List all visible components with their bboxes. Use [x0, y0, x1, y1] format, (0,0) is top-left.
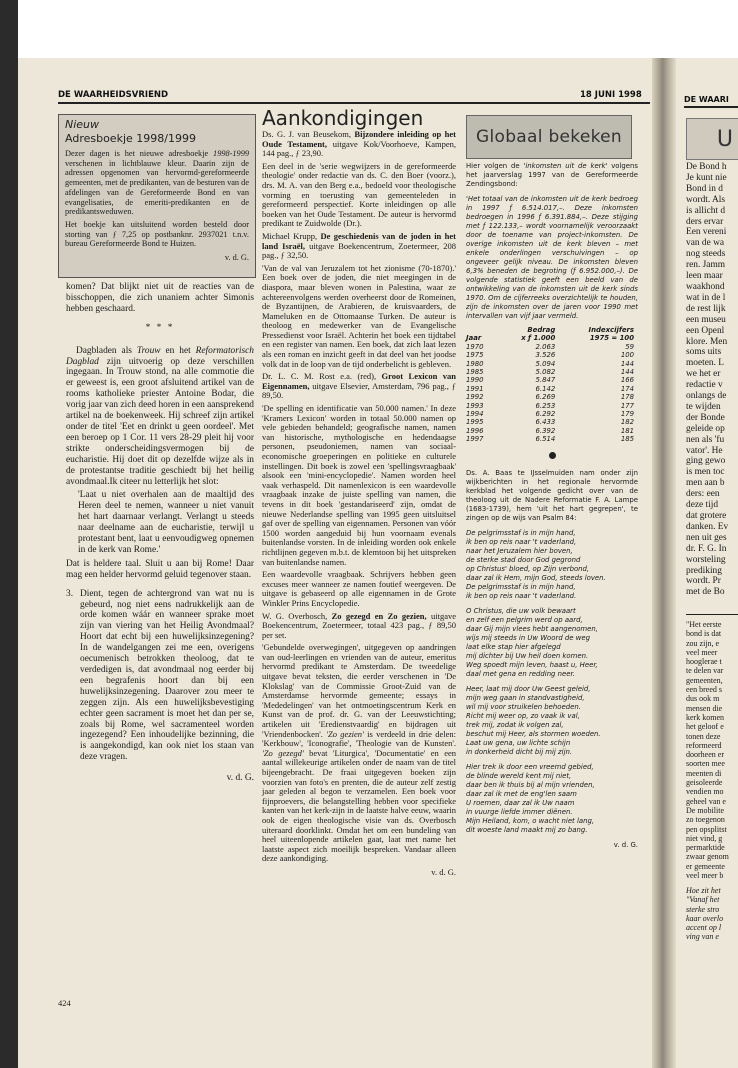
income-table [466, 326, 634, 444]
poem-line: daal met gena en redding neer. [466, 669, 575, 678]
next-page-line: waakhond [686, 281, 725, 292]
box-body [65, 149, 249, 263]
next-page-line: het geloof e [686, 722, 724, 732]
row-amount: 5.082 [535, 368, 556, 377]
poem-line: wijs mij steeds in Uw Woord de weg [466, 633, 590, 642]
next-page-title-letter: U [716, 126, 733, 152]
row-year: 1997 [466, 435, 484, 444]
poem-line: daar zal ik met de eng'len saam [466, 789, 577, 798]
next-page-line: de rest lijk [686, 303, 726, 314]
header-year: Jaar [466, 334, 482, 343]
announcement-4-publisher: uitgave Boekencentrum, Zoetermeer, totaal 423 pag., ƒ 89,50 per set. [262, 610, 456, 640]
next-page-line: is men toc [686, 467, 725, 478]
next-page-rule [686, 614, 738, 615]
poem-line: mijn weg gaan in standvastigheid, [466, 693, 585, 702]
row-amount: 5.094 [535, 359, 556, 368]
next-page-line: meenten di [686, 768, 722, 778]
left-p1-rd: Reformatorisch Dagblad [66, 345, 254, 367]
globaal-intro [466, 162, 638, 189]
poem-line: De pelgrimsstaf is in mijn hand, [466, 528, 576, 537]
row-index: 185 [620, 435, 634, 444]
bullet-separator [549, 452, 556, 459]
next-page-line: ren. Jamm [686, 260, 726, 271]
poem-line: Hier trek ik door een vreemd gebied, [466, 762, 594, 771]
next-page-line: we het er [686, 369, 721, 380]
aankondigingen-signature: v. d. G. [431, 866, 456, 877]
publication-name: DE WAARHEIDSVRIEND [58, 90, 169, 100]
next-page-line: wordt. Als [686, 194, 726, 205]
announcement-2-body: 'Van de val van Jeruzalem tot het zionisme (70-1870).' Een boek over de joden, die niet meegingen in de diaspora, maar bleven wonen in Palestina, waar ze achtereenvolgens werden overheerst door de Romeinen, de Byzantijnen, de Arabieren, de kruisvaarders, de Mameluken en de Ottomaanse Turken. De auteur is theoloog en medewerker van de Evangelische Pressedienst voor Israël. Achterin het boek een tijdtabel en een register van namen. Een boek, dat zich laat lezen als een roman en inzicht geeft in dat deel van het joodse volk dat in de loop van de tijd onderbelicht is gebleven. [262, 262, 456, 369]
poem-stanza [466, 607, 638, 679]
next-page-line: geisoleerde [686, 778, 723, 788]
next-page-line: te delen var [686, 666, 724, 676]
next-page-line: er gemeente [686, 861, 725, 871]
poem-line: beschut mij Heer, als stormen woeden. [466, 729, 601, 738]
next-page-line: dus ook m [686, 694, 720, 704]
announcement-1 [262, 130, 456, 159]
poem-line: Heer, laat mij door Uw Geest geleid, [466, 684, 591, 693]
row-index: 100 [620, 351, 634, 360]
row-index: 174 [620, 384, 634, 393]
header-rule [58, 102, 650, 104]
announcement-3 [262, 372, 456, 401]
globaal-bekeken-column [466, 162, 638, 850]
next-page-line: niet vind, g [686, 833, 723, 843]
left-intro: komen? Dat blijkt niet uit de reacties van de bisschoppen, die zich unaniem achter Simonis hebben geschaard. [66, 282, 254, 314]
announcement-4-body-b: is verdeeld in drie delen: 'Kerkbouw', 'Iconografie', 'Theologie van de Kunsten'. [262, 728, 456, 749]
next-page-line: doorheen er [686, 750, 724, 760]
box-title: Adresboekje 1998/1999 [65, 132, 196, 145]
row-year: 1991 [466, 384, 484, 393]
next-page-line: wordt. Pr [686, 576, 721, 587]
row-amount: 5.847 [535, 376, 556, 385]
box-body-order: Het boekje kan uitsluitend worden besteld door storting van ƒ 7,25 op postbanknr. 2937021 t.n.v. bureau Gereformeerde Bond te Huizen. [65, 219, 249, 249]
announcement-3-title: Groot Lexicon van Eigennamen, [262, 371, 457, 391]
income-table-row [466, 435, 634, 443]
announcement-2 [262, 232, 456, 261]
poem-stanza [466, 529, 638, 601]
announcement-3-body-2: Een waardevolle vraagbaak. Schrijvers hebben geen excuses meer wanneer ze namen foutief weergeven. De uitgave is gebaseerd op alle eigennamen in de Grote Winkler Prins Encyclopedie. [262, 569, 456, 608]
next-page-line: redactie v [686, 380, 723, 391]
announcement-1-publisher: uitgave Kok/Voorhoeve, Kampen, 144 pag., ƒ 23,90. [262, 138, 457, 159]
next-page-line: mensen die [686, 703, 723, 713]
next-page-line: moeten. L [686, 358, 725, 369]
box-body-rest: verschenen in lichtblauwe kleur. Daarin zijn de adressen opgenomen van hervormd-gereformeerde gemeenten, met de predikanten, van de besturen van de afdelingen van de Gereformeerde Bond en van evangelisaties, de emeriti-predikanten en de predikantsweduwen. [65, 158, 249, 217]
left-paragraph-2: Dat is heldere taal. Sluit u aan bij Rome! Daar mag een helder hervormd geluid tegenover staan. [66, 558, 254, 580]
next-page-line: vator'. He [686, 445, 723, 456]
next-page-line: Een vereni [686, 227, 727, 238]
next-page-line: men aan b [686, 478, 725, 489]
announcement-4-title: Zo gezegd en Zo gezien, [331, 610, 427, 621]
row-index: 166 [620, 376, 634, 385]
next-page-line: een breed s [686, 685, 722, 695]
aankondigingen-column [262, 130, 456, 878]
poem-line: Laat uw gena, uw lichte schijn [466, 738, 571, 747]
income-table-row [466, 385, 634, 393]
announcement-4-zogezien: 'Zo gezien' [326, 728, 364, 739]
poem-line: U roemen, daar zal ik Uw naam [466, 798, 575, 807]
poem-line: op Christus' bloed, op Zijn verbond, [466, 564, 590, 573]
next-page-line: dr. F. G. In [686, 543, 727, 554]
left-signature: v. d. G. [226, 773, 254, 784]
next-page-line: te wijden [686, 401, 721, 412]
header-index [555, 326, 634, 343]
section-separator: * * * [145, 322, 175, 333]
row-amount: 6.142 [535, 384, 556, 393]
next-page-line: een museu [686, 314, 726, 325]
row-amount: 6.253 [535, 401, 556, 410]
row-amount: 6.514 [535, 435, 556, 444]
next-page-line: veel meer [686, 647, 718, 657]
announcement-2-publisher: uitgave Boekencentrum, Zoetermeer, 208 pag., ƒ 32,50. [262, 240, 456, 261]
next-page-line: geleide op [686, 423, 725, 434]
globaal-intro-a: Hier volgen de [466, 162, 524, 170]
income-table-row [466, 368, 634, 376]
next-page-line: nen uit ges [686, 532, 727, 543]
aankondigingen-title: Aankondigingen [262, 106, 424, 130]
income-table-header [466, 326, 634, 343]
header-amount-1: Bedrag [527, 326, 556, 334]
header-index-1: Indexcijfers [588, 326, 634, 334]
row-index: 144 [620, 359, 634, 368]
next-page-line: nen als 'fu [686, 434, 725, 445]
announcement-3-author: Dr. L. C. M. Rost e.a. (red), [262, 371, 382, 382]
poem-line: daar zal ik Hem, mijn God, steeds loven. [466, 573, 606, 582]
next-page-line: Hoe zit het [686, 886, 721, 895]
row-amount: 3.526 [535, 351, 556, 360]
income-table-row [466, 360, 634, 368]
income-table-row [466, 351, 634, 359]
next-page-line: dat grotere [686, 511, 727, 521]
left-p1-b: en het [160, 345, 196, 356]
left-p1-c: zijn uitvoerig op deze verschillen ingegaan. In Trouw stond, na alle commotie die er geweest is, een groot afsluitend artikel van de rooms katholieke priester Antoine Bodar, die vorig jaar van zich deed horen in een aansprekend artikel na de boekenweek. Hij schreef zijn artikel onder de titel 'Eet en drinkt u geen oordeel'. Met een beroep op 1 Cor. 11 vers 28-29 pleit hij voor strikte onderscheidingsvermogen bij de eucharistie. Hij doet dit op dezelfde wijze als in de protestantse traditie geschiedt bij het heilig avondmaal.Ik citeer nu letterlijk het slot: [66, 356, 254, 487]
row-index: 144 [620, 368, 634, 377]
income-table-row [466, 402, 634, 410]
next-page-header-rule [684, 106, 738, 108]
row-year: 1993 [466, 401, 484, 410]
lampe-poem [466, 529, 638, 835]
row-year: 1985 [466, 368, 484, 377]
announcement-4-body [262, 643, 456, 864]
globaal-bekeken-title-box [466, 115, 632, 159]
box-kicker: Nieuw [65, 118, 100, 131]
next-page-line: prediking [686, 565, 722, 576]
box-signature: v. d. G. [224, 253, 249, 263]
next-page-line: sterke stro [686, 904, 720, 914]
announcement-1-body: Een deel in de 'serie wegwijzers in de gereformeerde theologie' onder redactie van ds. C. den Boer (voorz.), drs. M. A. van den Berg e.a., bedoeld voor theologische vorming en toerusting van gemeenteleden in gereformeerd perspectief. Korte inleidingen op alle boeken van het Oude Testament. De auteur is hervormd predikant te Zuidwolde (Dr.). [262, 160, 456, 229]
next-page-line: "Het eerste [686, 620, 722, 629]
page-gutter [652, 58, 676, 1068]
left-paragraph-1 [66, 346, 254, 488]
poem-line: in vuurge liefde immer diënen. [466, 807, 573, 816]
next-page-quote-column [686, 620, 738, 882]
poem-line: ik ben op reis naar 't vaderland. [466, 591, 577, 600]
globaal-signature: v. d. G. [613, 840, 638, 849]
announcement-1-title: Bijzondere inleiding op het Oude Testament, [262, 129, 456, 149]
next-page-line: kaar overlo [686, 913, 724, 923]
left-column [66, 282, 254, 784]
row-index: 182 [620, 418, 634, 427]
globaal-intro-b: volgens het jaarverslag 1997 van de Gereformeerde Zendingsbond: [466, 162, 638, 188]
next-page-line: zo toegenon [686, 815, 725, 825]
next-page-line: geheel van e [686, 796, 726, 806]
poem-line: daar ben ik thuis bij al mijn vrienden, [466, 780, 595, 789]
globaal-intro-italic: 'inkomsten uit de kerk' [523, 162, 608, 170]
row-index: 179 [620, 410, 634, 419]
point-3-text: Dient, tegen de achtergrond van wat nu is gebeurd, nog niet eens nadrukkelijk aan de orde komen wáár en wanneer sprake moet zijn van viering van het Heilig Avondmaal? Hoort dat echt bij een huwelijksinzegening? In de wandelgangen zei me een, overigens oecumenisch betrokken theoloog, dat te verdedigen is, dat avondmaal nog eerder bij een begrafenis hoort dan bij een huwelijksinzegening. Daarover zou meer te zeggen zijn. Als een huwelijksbevestiging echter geen sacrament is moet het dan per se, zoals bij Rome, wel sacramenteel worden ingezegend? Een inhoudelijke bezinning, die is aangekondigd, kan ook niet los staan van deze vragen. [80, 588, 254, 763]
next-page-line: danken. Ev [686, 521, 729, 532]
row-amount: 6.392 [535, 426, 556, 435]
poem-line: wil mij voor struikelen behoeden. [466, 702, 581, 711]
row-index: 181 [620, 426, 634, 435]
row-amount: 2.063 [535, 342, 556, 351]
next-page-line: onlangs de [686, 391, 727, 402]
next-page-line: "Vanaf het [686, 895, 720, 905]
box-body-italic: 1998-1999 [213, 149, 249, 158]
next-page-line: gemeenten, [686, 675, 723, 685]
next-page-line: bond is dat [686, 629, 722, 639]
row-year: 1994 [466, 410, 484, 419]
poem-line: Weg spoedt mijn leven, haast u, Heer, [466, 660, 598, 669]
row-year: 1975 [466, 351, 484, 360]
income-table-row [466, 410, 634, 418]
income-table-row [466, 376, 634, 384]
row-amount: 6.433 [535, 418, 556, 427]
next-page-line: ders ervar [686, 216, 724, 227]
next-page-line: reformeerd [686, 740, 722, 750]
row-year: 1995 [466, 418, 484, 427]
row-index: 178 [620, 393, 634, 402]
poem-line: de sterke stad door God gegrond [466, 555, 581, 564]
bodar-quote: 'Laat u niet overhalen aan de maaltijd des Heren deel te nemen, wanneer u niet vanuit het hart daarnaar verlangt. Verlangt u steeds naar deelname aan de eucharistie, terwijl u protestant bent, laat u eenvoudigweg opnemen in de kerk van Rome.' [78, 490, 254, 555]
next-page-line: ders: een [686, 489, 720, 500]
issue-date: 18 JUNI 1998 [580, 90, 642, 100]
next-page-line: ging gewo [686, 456, 726, 467]
row-year: 1990 [466, 376, 484, 385]
next-page-line: klore. Men [686, 336, 728, 347]
row-amount: 6.269 [535, 393, 556, 402]
row-index: 177 [620, 401, 634, 410]
announcement-2-title: De geschiedenis van de joden in het land Israël, [262, 230, 456, 251]
page-number: 424 [58, 998, 71, 1008]
announcement-2-author: Michael Krupp, [262, 230, 321, 241]
row-amount: 6.292 [535, 410, 556, 419]
row-year: 1996 [466, 426, 484, 435]
poem-line: Richt mij weer op, zo vaak ik val, [466, 711, 580, 720]
next-page-line: De Bond h [686, 162, 727, 172]
next-page-line: kerk komen [686, 712, 724, 722]
next-page-line: leen maar [686, 271, 723, 282]
announcement-4-zogezegd: 'Zo gezegd' [262, 747, 304, 758]
poem-line: laat elke stap hier afgelegd [466, 642, 561, 651]
point-3-number: 3. [66, 588, 74, 599]
next-page-line: tonen deze [686, 731, 721, 741]
next-page-title-box [686, 118, 738, 160]
row-year: 1980 [466, 359, 484, 368]
next-page-line: accent op l [686, 923, 722, 933]
next-page-line: der Bonde [686, 412, 725, 423]
row-year: 1992 [466, 393, 484, 402]
poem-intro: Ds. A. Baas te IJsselmuiden nam onder zijn wijkberichten in het regionale hervormde kerkblad het volgende gedicht over van de theoloog uit de Nadere Reformatie F. A. Lampe (1683-1739), hem 'uit het hart gegrepen', te zingen op de wijs van Psalm 84: [466, 468, 638, 522]
poem-line: De pelgrimsstaf is in mijn hand, [466, 582, 576, 591]
poem-line: ik ben op reis naar 't vaderland, [466, 537, 577, 546]
poem-line: trek mij, zodat ik volgen zal, [466, 720, 564, 729]
poem-line: dit woeste land maakt mij zo bang. [466, 825, 588, 834]
poem-line: O Christus, die uw volk bewaart [466, 606, 576, 615]
next-page-line: hooglerae t [686, 657, 722, 667]
next-page-line: Bond in d [686, 183, 723, 194]
left-p1-trouw: Trouw [136, 345, 161, 356]
income-table-row [466, 427, 634, 435]
header-amount [496, 326, 555, 343]
next-page-line: wat in de l [686, 292, 726, 303]
next-page-line: nog steeds [686, 249, 726, 260]
poem-line: de blinde wereld kent mij niet, [466, 771, 572, 780]
announcement-3-body: 'De spelling en identificatie van 50.000 namen.' In deze 'Kramers Lexicon' worden in totaal 50.000 namen op vele gebieden behandeld; geografische namen, namen van historische, mythologische en hedendaagse personen, pseudoniemen, namen van sociaal-economische groeperingen en politieke en culturele instellingen. Dit boek is zowel een 'spellingsvraagbaak' alsook een 'mini-encyclopedie'. Namen worden heel vaak verhaspeld. Dit namenlexicon is een waardevolle vraagbaak inzake de juiste spelling van namen, die tevens in dit boek 'gestandariseerd' zijn, omdat de nieuwe Nederlandse spelling van 1995 geen uitsluitsel gaf over de spelling van eigennamen. Personen van vóór 1500 worden aangeduid bij hun voornaam evenals buitenlandse vorsten. In de inleiding worden ook enkele richtlijnen gegeven m.b.t. de klemtoon bij het uitspreken van buitenlandse namen. [262, 403, 456, 567]
row-index: 59 [625, 342, 634, 351]
left-p1-a: Dagbladen als [76, 345, 137, 356]
announcement-4-body-c: bevat 'Liturgica', 'Documentatie' en een aantal willekeurige artikelen onder de naam van de titel bijeengebracht. De fraai uitgegeven boeken zijn voorzien van foto's en prenten, die de auteur zelf zestig jaar geleden al begon te verzamelen. Een boek voor fijnproevers, die belangstelling hebben voor specifieke kanten van het kerk-zijn in de laatste halve eeuw, waarin ook de eigen theologische visie van ds. Overbosch uiteraard doorklinkt. Omdat het om een bundeling van heel uiteenlopende artikelen gaat, laat met name het laatste aspect zich moeilijk bespreken. Vandaar alleen deze aankondiging. [262, 747, 456, 864]
next-page-line: permarktide [686, 843, 725, 853]
poem-line: in donkerheid dicht bij mij zijn. [466, 747, 573, 756]
next-page-line: pen opsplitst [686, 824, 727, 834]
next-page-line: zwaar genom [686, 852, 729, 862]
poem-line: Mijn Heiland, kom, o wacht niet lang, [466, 816, 595, 825]
poem-line: daar Gij mijn vlees hebt aangenomen, [466, 624, 598, 633]
income-table-row [466, 343, 634, 351]
announcement-1-author: Ds. G. J. van Beusekom, [262, 129, 355, 139]
income-table-row [466, 418, 634, 426]
scan-dark-edge [0, 0, 18, 1068]
next-page-line: De mobilite [686, 805, 724, 815]
next-page-line: ving van e [686, 932, 719, 942]
poem-line: en zelf een pelgrim werd op aard, [466, 615, 583, 624]
next-page-line: soms uits [686, 347, 722, 358]
announcement-4-body-a: 'Gebundelde overwegingen', uitgegeven op aandringen van oud-leerlingen en vrienden van de auteur, emeritus hervormd predikant te Amsterdam. De tweedelige uitgave bevat teksten, die eerder verschenen in 'De Klokslag' van de Commissie Groot-Zuid van de Amsterdamse hervormde gemeente; essays in 'Mededelingen' van het ontmoetingscentrum Kerk en Kunst van de prof. dr. G. van der Leeuwstichting; artikelen uit 'Eredienstvaardig' en bijdragen uit 'Vriendenbocken'. [262, 642, 456, 739]
next-page-line: zou zijn, e [686, 638, 720, 648]
next-page-line: een Openl [686, 325, 725, 336]
row-year: 1970 [466, 342, 484, 351]
next-page-line: met de Bo [686, 587, 725, 598]
income-table-row [466, 393, 634, 401]
next-page-line: Je kunt nie [686, 172, 727, 183]
globaal-bekeken-title: Globaal bekeken [476, 127, 622, 147]
announcement-4 [262, 612, 456, 641]
nieuw-adresboekje-box [58, 114, 256, 278]
point-3 [66, 589, 254, 764]
next-page-line: veel meer b [686, 871, 724, 881]
poem-line: naar het Jeruzalem hier boven, [466, 546, 573, 555]
next-page-line: van de wa [686, 238, 725, 249]
poem-stanza [466, 763, 638, 835]
next-page-line: worsteling [686, 554, 726, 565]
next-page-line: deze tijd [686, 500, 719, 511]
announcement-4-author: W. G. Overbosch, [262, 610, 332, 621]
income-table-body [466, 343, 634, 444]
zendingsbond-quote: 'Het totaal van de inkomsten uit de kerk bedroeg in 1997 ƒ 6.514.017,–. Deze inkomsten bedroegen in 1996 ƒ 6.391.884,–. Deze stijging met ƒ 122.133,– wordt voornamelijk veroorzaakt door de toename van project-inkomsten. De overige inkomsten uit de kerk bleven – met enkele onderlingen verschuivingen – op ongeveer gelijk niveau. De inkomsten bleven 6,3% beneden de begroting (ƒ 6.952.000,–). De volgende statistiek geeft een beeld van de ontwikkeling van de inkomsten uit de kerk sinds 1970. Om de cijferreeks overzichtelijk te houden, zijn de inkomsten over de jaren voor 1990 met intervallen van vijf jaar vermeld. [466, 195, 638, 320]
next-page-line: vendien mo [686, 787, 724, 797]
header-amount-2: x ƒ 1.000 [521, 334, 556, 343]
next-page-line: soorten mee [686, 759, 725, 769]
next-page-column [686, 162, 738, 612]
next-page-publication: DE WAARI [684, 95, 729, 104]
poem-line: mij dichter bij Uw heil doen komen. [466, 651, 589, 660]
announcement-3-publisher: uitgave Elsevier, Amsterdam, 796 pag., ƒ 89,50. [262, 380, 456, 401]
next-page-line: is allicht d [686, 205, 726, 216]
poem-stanza [466, 685, 638, 757]
next-page-hoe-column [686, 886, 738, 946]
box-body-prefix: Dezer dagen is het nieuwe adresboekje [65, 149, 214, 158]
header-index-2: 1975 = 100 [589, 334, 634, 343]
